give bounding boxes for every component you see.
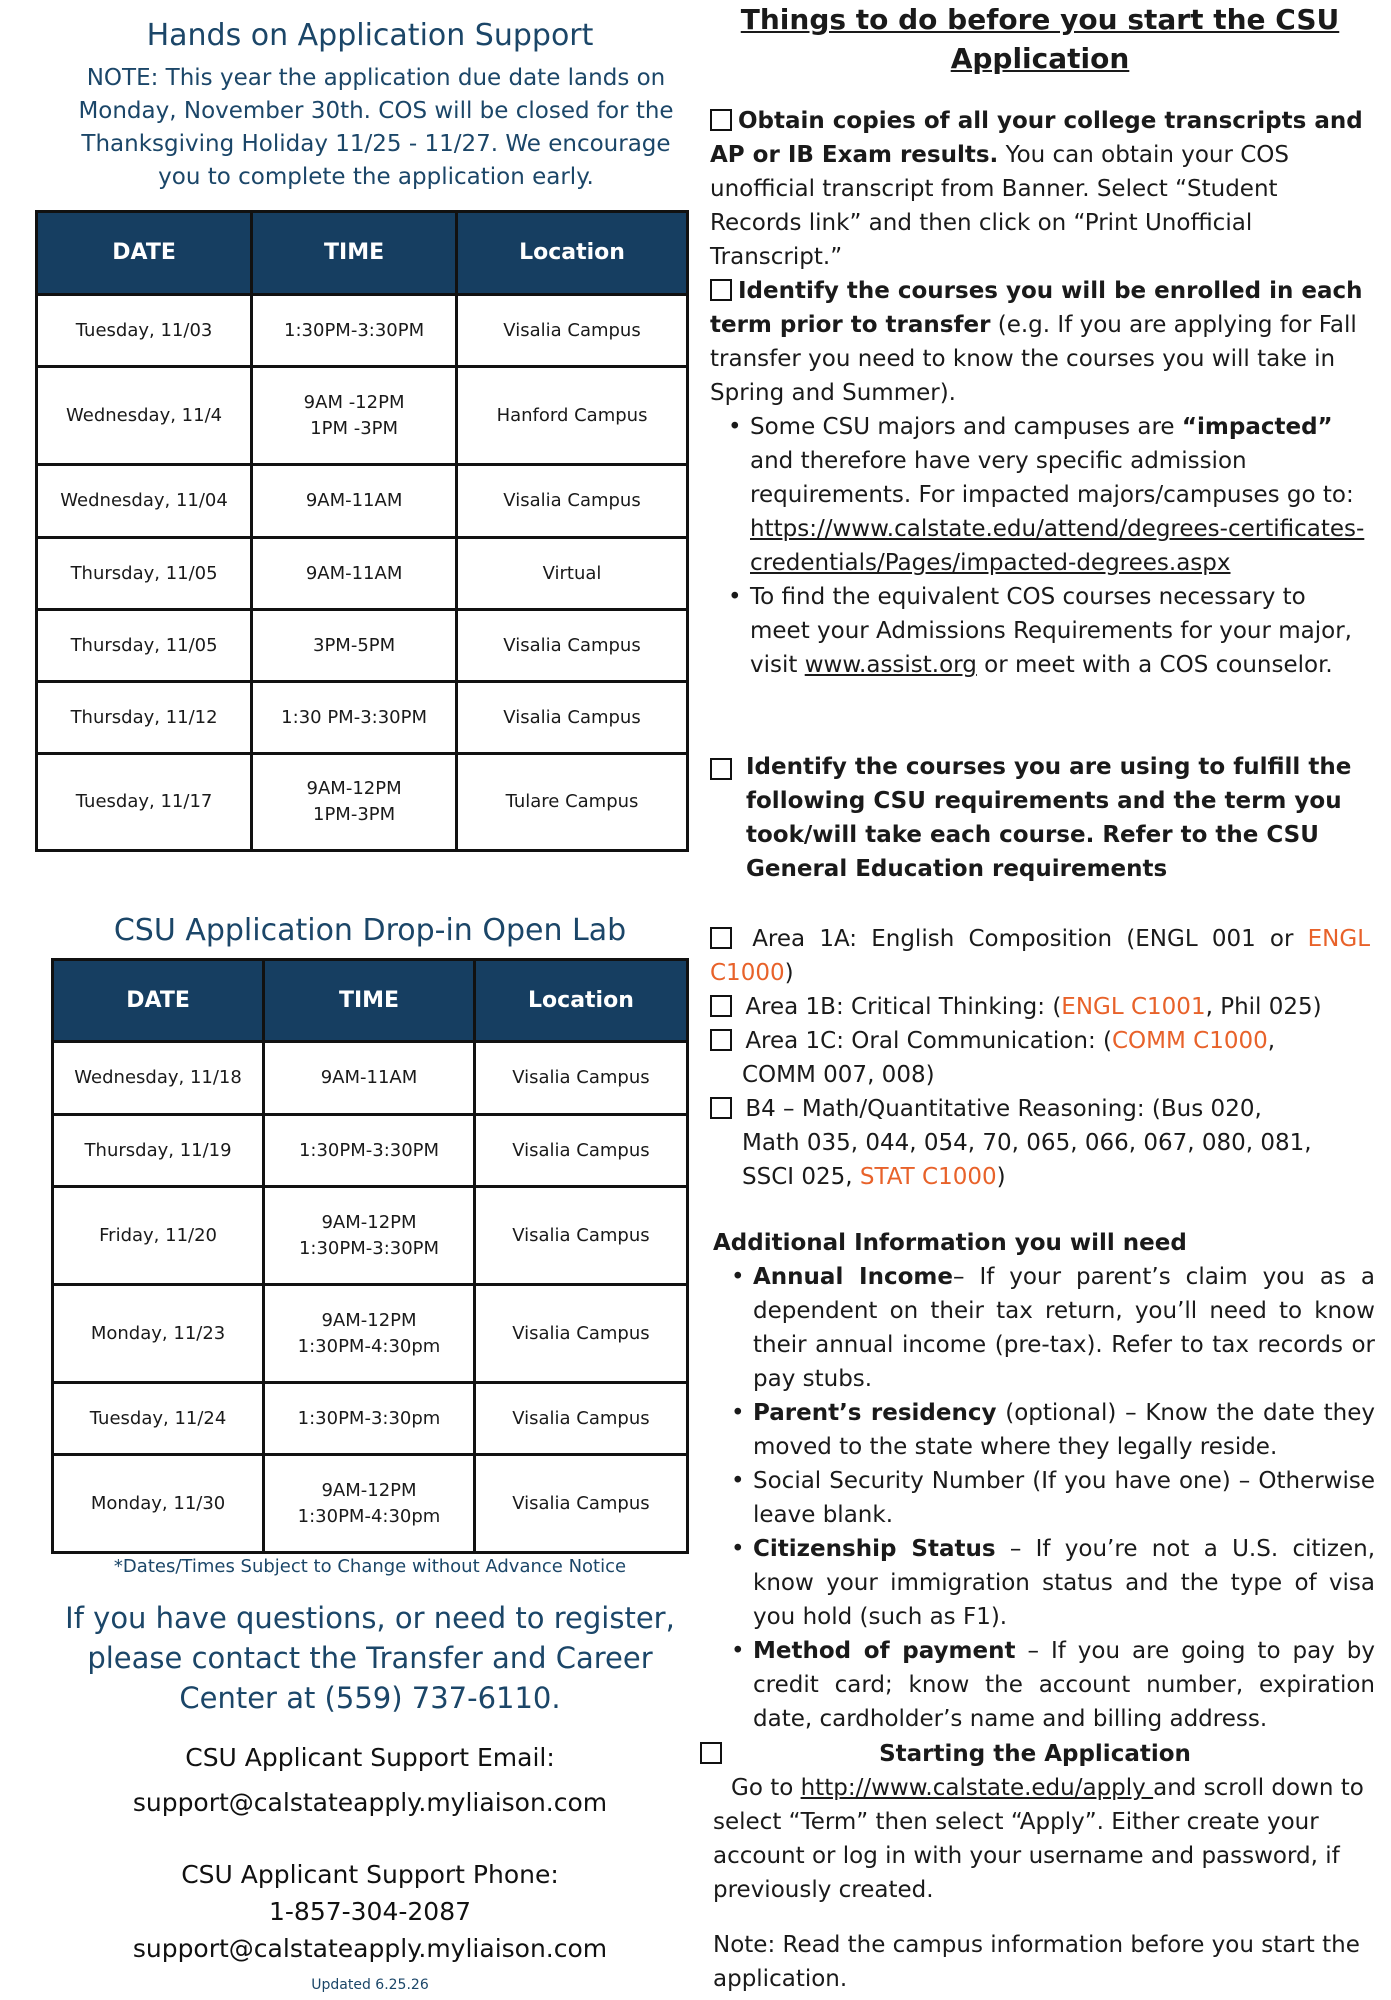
cell-time: 3PM-5PM bbox=[252, 610, 457, 682]
table-row bbox=[37, 538, 688, 610]
checklist-item-courses: Identify the courses you will be enrolled in each term prior to transfer (e.g. If you are applying for Fall transfer you need to know the courses you will take in Spring and Summer). • Some CSU majors and campuses are “impacted” and therefore have very specific admission requirements. For impacted majors/campuses go to: https://www.calstate.edu/attend/degrees-certificates-credentials/Pages/impacted-degrees.aspx • To find the equivalent COS courses necessary to meet your Admissions Requirements for your major, visit www.assist.org or meet with a COS counselor. bbox=[710, 274, 1370, 682]
cell-time: 9AM-12PM 1PM-3PM bbox=[252, 754, 457, 851]
calstate-apply-link[interactable]: http://www.calstate.edu/apply bbox=[800, 1775, 1154, 1801]
cell-time: 9AM-11AM bbox=[264, 1042, 475, 1115]
checklist-title: Things to do before you start the CSU Application bbox=[740, 3, 1340, 75]
header-date: DATE bbox=[53, 960, 264, 1042]
header-date: DATE bbox=[37, 212, 252, 295]
cell-date: Wednesday, 11/04 bbox=[37, 465, 252, 538]
area-1a: Area 1A: English Composition (ENGL 001 or ENGL C1000) bbox=[710, 926, 1371, 986]
table-header-row bbox=[53, 960, 688, 1042]
support-email-2[interactable]: support@calstateapply.myliaison.com bbox=[132, 1934, 608, 1963]
checkbox[interactable] bbox=[710, 1029, 732, 1051]
cell-date: Tuesday, 11/17 bbox=[37, 754, 252, 851]
support-phone[interactable]: 1-857-304-2087 bbox=[268, 1897, 472, 1926]
cell-date: Wednesday, 11/4 bbox=[37, 367, 252, 465]
cell-time: 1:30PM-3:30pm bbox=[264, 1383, 475, 1455]
contact-text: If you have questions, or need to register, please contact the Transfer and Career Center at (559) 737-6110. bbox=[65, 1601, 675, 1715]
cell-location: Visalia Campus bbox=[474, 1187, 687, 1285]
starting-title: Starting the Application bbox=[879, 1741, 1191, 1767]
header-location: Location bbox=[457, 212, 688, 295]
cell-date: Thursday, 11/12 bbox=[37, 682, 252, 754]
table-row bbox=[37, 367, 688, 465]
list-item: • Method of payment – If you are going to pay by credit card; know the account number, expiration date, cardholder’s name and billing address. bbox=[753, 1634, 1375, 1736]
disclaimer: *Dates/Times Subject to Change without Advance Notice bbox=[113, 1556, 627, 1577]
header-location: Location bbox=[474, 960, 687, 1042]
cell-date: Tuesday, 11/24 bbox=[53, 1383, 264, 1455]
cell-location: Visalia Campus bbox=[474, 1285, 687, 1383]
cell-location: Tulare Campus bbox=[457, 754, 688, 851]
table-row bbox=[53, 1187, 688, 1285]
table-row bbox=[37, 465, 688, 538]
cell-time: 9AM-12PM 1:30PM-3:30PM bbox=[264, 1187, 475, 1285]
cell-date: Thursday, 11/19 bbox=[53, 1115, 264, 1187]
support-email-label: CSU Applicant Support Email: bbox=[185, 1743, 555, 1772]
cell-location: Visalia Campus bbox=[457, 295, 688, 367]
starting-application: Starting the Application Go to http://www.calstate.edu/apply and scroll down to select “Term” then select “Apply”. Either create your account or log in with your username and password, if previously created. bbox=[700, 1737, 1370, 1907]
assist-link[interactable]: www.assist.org bbox=[804, 652, 977, 678]
list-item: • Citizenship Status – If you’re not a U.S. citizen, know your immigration status and the type of visa you hold (such as F1). bbox=[753, 1532, 1375, 1634]
additional-info-title: Additional Information you will need bbox=[713, 1230, 1187, 1256]
additional-info bbox=[713, 1226, 1375, 1736]
list-item: • Parent’s residency (optional) – Know the date they moved to the state where they legally reside. bbox=[753, 1396, 1375, 1464]
cell-date: Wednesday, 11/18 bbox=[53, 1042, 264, 1115]
cell-time: 9AM-11AM bbox=[252, 538, 457, 610]
table-row bbox=[53, 1455, 688, 1553]
cell-time: 9AM -12PM 1PM -3PM bbox=[252, 367, 457, 465]
header-time: TIME bbox=[252, 212, 457, 295]
ge-areas: Area 1A: English Composition (ENGL 001 or ENGL C1000) Area 1B: Critical Thinking: (ENGL C1001, Phil 025) Area 1C: Oral Communication: (COMM C1000, COMM 007, 008) B4 – Math/Quantitative Reasoning: (Bus 020, Math 035, 044, 054, 70, 065, 066, 067, 080, 081, SSCI 025, STAT C1000) bbox=[710, 922, 1370, 1194]
header-time: TIME bbox=[264, 960, 475, 1042]
cell-time: 9AM-12PM 1:30PM-4:30pm bbox=[264, 1455, 475, 1553]
impacted-degrees-link[interactable]: https://www.calstate.edu/attend/degrees-certificates-credentials/Pages/impacted-degrees.aspx bbox=[750, 516, 1365, 576]
table-row bbox=[37, 610, 688, 682]
cell-time: 9AM-12PM 1:30PM-4:30pm bbox=[264, 1285, 475, 1383]
cell-time: 9AM-11AM bbox=[252, 465, 457, 538]
cell-location: Visalia Campus bbox=[474, 1455, 687, 1553]
checkbox[interactable] bbox=[710, 927, 732, 949]
cell-time: 1:30 PM-3:30PM bbox=[252, 682, 457, 754]
cell-location: Visalia Campus bbox=[457, 465, 688, 538]
checkbox[interactable] bbox=[710, 1097, 732, 1119]
checkbox[interactable] bbox=[710, 109, 732, 131]
open-lab-title: CSU Application Drop-in Open Lab bbox=[113, 913, 627, 948]
table-header-row bbox=[37, 212, 688, 295]
open-lab-table bbox=[51, 958, 689, 1554]
table-row bbox=[53, 1383, 688, 1455]
area-1b: Area 1B: Critical Thinking: (ENGL C1001, Phil 025) bbox=[710, 990, 1370, 1024]
cell-location: Hanford Campus bbox=[457, 367, 688, 465]
hands-on-title: Hands on Application Support bbox=[146, 18, 594, 53]
checkbox[interactable] bbox=[710, 758, 732, 780]
checklist-item-ge: Identify the courses you are using to fulfill the following CSU requirements and the term you took/will take each course. Refer to the CSU General Education requirements bbox=[710, 750, 1370, 886]
due-date-note: NOTE: This year the application due date lands on Monday, November 30th. COS will be closed for the Thanksgiving Holiday 11/25 - 11/27. We encourage you to complete the application early. bbox=[78, 65, 674, 190]
cell-location: Visalia Campus bbox=[474, 1042, 687, 1115]
cell-time: 1:30PM-3:30PM bbox=[252, 295, 457, 367]
cell-location: Visalia Campus bbox=[474, 1115, 687, 1187]
list-item: • Annual Income– If your parent’s claim you as a dependent on their tax return, you’ll need to know their annual income (pre-tax). Refer to tax records or pay stubs. bbox=[753, 1260, 1375, 1396]
cell-time: 1:30PM-3:30PM bbox=[264, 1115, 475, 1187]
table-row bbox=[37, 295, 688, 367]
cell-location: Virtual bbox=[457, 538, 688, 610]
cell-date: Monday, 11/30 bbox=[53, 1455, 264, 1553]
list-item: • Some CSU majors and campuses are “impacted” and therefore have very specific admission requirements. For impacted majors/campuses go to: https://www.calstate.edu/attend/degrees-certificates-credentials/Pages/impacted-degrees.aspx bbox=[750, 410, 1370, 580]
list-item: • To find the equivalent COS courses necessary to meet your Admissions Requirements for your major, visit www.assist.org or meet with a COS counselor. bbox=[750, 580, 1370, 682]
table-row bbox=[53, 1285, 688, 1383]
updated-date: Updated 6.25.26 bbox=[311, 1977, 429, 1993]
table-row bbox=[53, 1042, 688, 1115]
cell-date: Tuesday, 11/03 bbox=[37, 295, 252, 367]
table-row bbox=[53, 1115, 688, 1187]
area-1c: Area 1C: Oral Communication: (COMM C1000, bbox=[710, 1024, 1370, 1058]
cell-location: Visalia Campus bbox=[457, 682, 688, 754]
final-note: Note: Read the campus information before you start the application. bbox=[713, 1932, 1360, 1992]
cell-location: Visalia Campus bbox=[457, 610, 688, 682]
cell-date: Friday, 11/20 bbox=[53, 1187, 264, 1285]
cell-date: Thursday, 11/05 bbox=[37, 610, 252, 682]
cell-location: Visalia Campus bbox=[474, 1383, 687, 1455]
support-email[interactable]: support@calstateapply.myliaison.com bbox=[132, 1788, 608, 1817]
table-row bbox=[37, 682, 688, 754]
support-phone-label: CSU Applicant Support Phone: bbox=[181, 1860, 559, 1889]
area-b4: B4 – Math/Quantitative Reasoning: (Bus 020, bbox=[710, 1092, 1370, 1126]
list-item: • Social Security Number (If you have one) – Otherwise leave blank. bbox=[753, 1464, 1375, 1532]
checkbox[interactable] bbox=[710, 279, 732, 301]
checkbox[interactable] bbox=[710, 995, 732, 1017]
cell-date: Thursday, 11/05 bbox=[37, 538, 252, 610]
table-row bbox=[37, 754, 688, 851]
support-schedule-table bbox=[35, 210, 689, 852]
checklist-item-transcripts: Obtain copies of all your college transcripts and AP or IB Exam results. You can obtain your COS unofficial transcript from Banner. Select “Student Records link” and then click on “Print Unofficial Transcript.” bbox=[710, 108, 1363, 270]
cell-date: Monday, 11/23 bbox=[53, 1285, 264, 1383]
